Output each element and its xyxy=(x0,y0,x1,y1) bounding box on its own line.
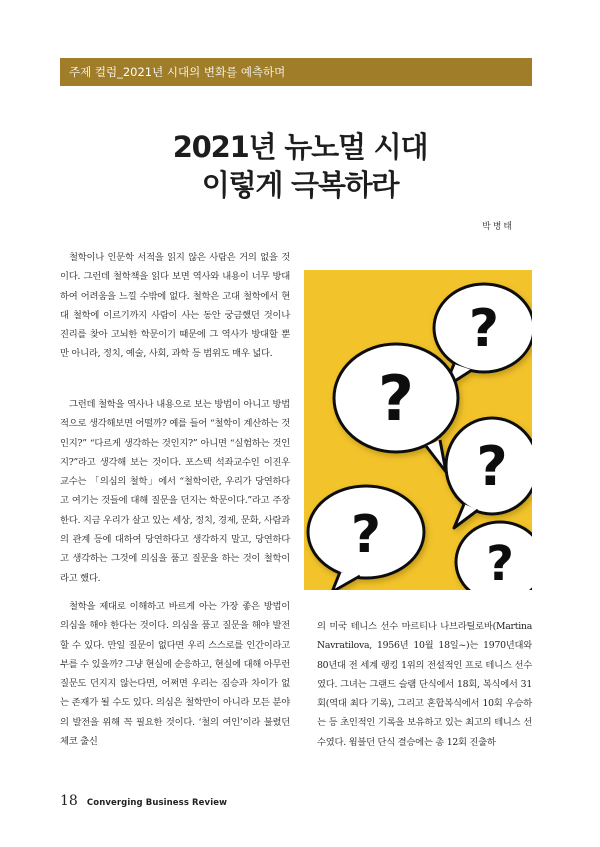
article-title xyxy=(0,128,600,204)
page-number: 18 xyxy=(60,793,78,809)
title-line-1: 2021년 뉴노멀 시대 xyxy=(172,130,428,164)
paragraph-2: 그런데 철학을 역사나 내용으로 보는 방법이 아니고 방법적으로 생각해보면 어떨까? 예를 들어 “철학이 계산하는 것인지?” “다르게 생각하는 것인지?” 아니면 “실험하는 것인지?”라고 생각해 보는 것이다. 포스텍 석좌교수인 이진우 교수는 「의심의 철학」에서 “철학이란, 우리가 당연하다고 여기는 것들에 대해 질문을 던지는 학문이다.”라고 주장한다. 지금 우리가 살고 있는 세상, 정치, 경제, 문화, 사람과의 관계 등에 대하여 당연하다고 생각하지 말고, 당연하다고 생각하는 그것에 의심을 품고 질문을 하는 것이 철학이라고 했다. xyxy=(60,399,290,584)
question-bubbles-photo xyxy=(304,270,532,590)
question-mark-icon: ? xyxy=(476,435,508,498)
question-mark-icon: ? xyxy=(468,299,500,359)
section-label-bar: 주제 컬럼_2021년 시대의 변화를 예측하며 xyxy=(60,58,532,86)
question-mark-icon: ? xyxy=(350,505,382,565)
question-mark-icon: ? xyxy=(486,536,514,590)
page-footer xyxy=(60,790,227,809)
journal-name: Converging Business Review xyxy=(86,798,228,808)
paragraph-1: 철학이나 인문학 서적을 읽지 않은 사람은 거의 없을 것이다. 그런데 철학책을 읽다 보면 역사와 내용이 너무 방대하여 어려움을 느낄 수밖에 없다. 철학은 고대 철학에서 현대 철학에 이르기까지 사람이 사는 동안 궁금했던 것이나 진리를 찾아 고뇌한 학문이기 때문에 그 역사가 방대할 뿐만 아니라, 정치, 예술, 사회, 과학 등 범위도 매우 넓다. xyxy=(60,252,290,360)
title-line-2: 이렇게 극복하라 xyxy=(201,168,399,202)
author-name: 박병태 xyxy=(482,222,515,232)
paragraph-3: 철학을 제대로 이해하고 바르게 아는 가장 좋은 방법이 의심을 해야 한다는 것이다. 의심을 품고 질문을 해야 발전할 수 있다. 만일 질문이 없다면 우리 스스로를 인간이라고 부를 수 있을까? 그냥 현실에 순응하고, 현실에 대해 아무런 질문도 던지지 않는다면, 어쩌면 우리는 짐승과 차이가 없는 존재가 될 수도 있다. 의심은 철학만이 아니라 모든 분야의 발전을 위해 꼭 필요한 것이다. ‘철의 여인’이라 불렸던 체코 출신 xyxy=(60,601,290,748)
paragraph-4: 의 미국 테니스 선수 마르티나 나브라틸로바(Martina Navratilova, 1956년 10월 18일~)는 1970년대와 80년대 전 세계 랭킹 1위의 전설적인 프로 테니스 선수였다. 그녀는 그랜드 슬램 단식에서 18회, 복식에서 31회(역대 최다 기록), 그리고 혼합복식에서 10회 우승하는 등 초인적인 기록을 보유하고 있는 최고의 테니스 선수였다. 윔블던 단식 결승에는 총 12회 진출하 xyxy=(317,621,532,748)
question-mark-icon: ? xyxy=(378,362,414,435)
speech-bubbles-illustration xyxy=(304,270,532,590)
